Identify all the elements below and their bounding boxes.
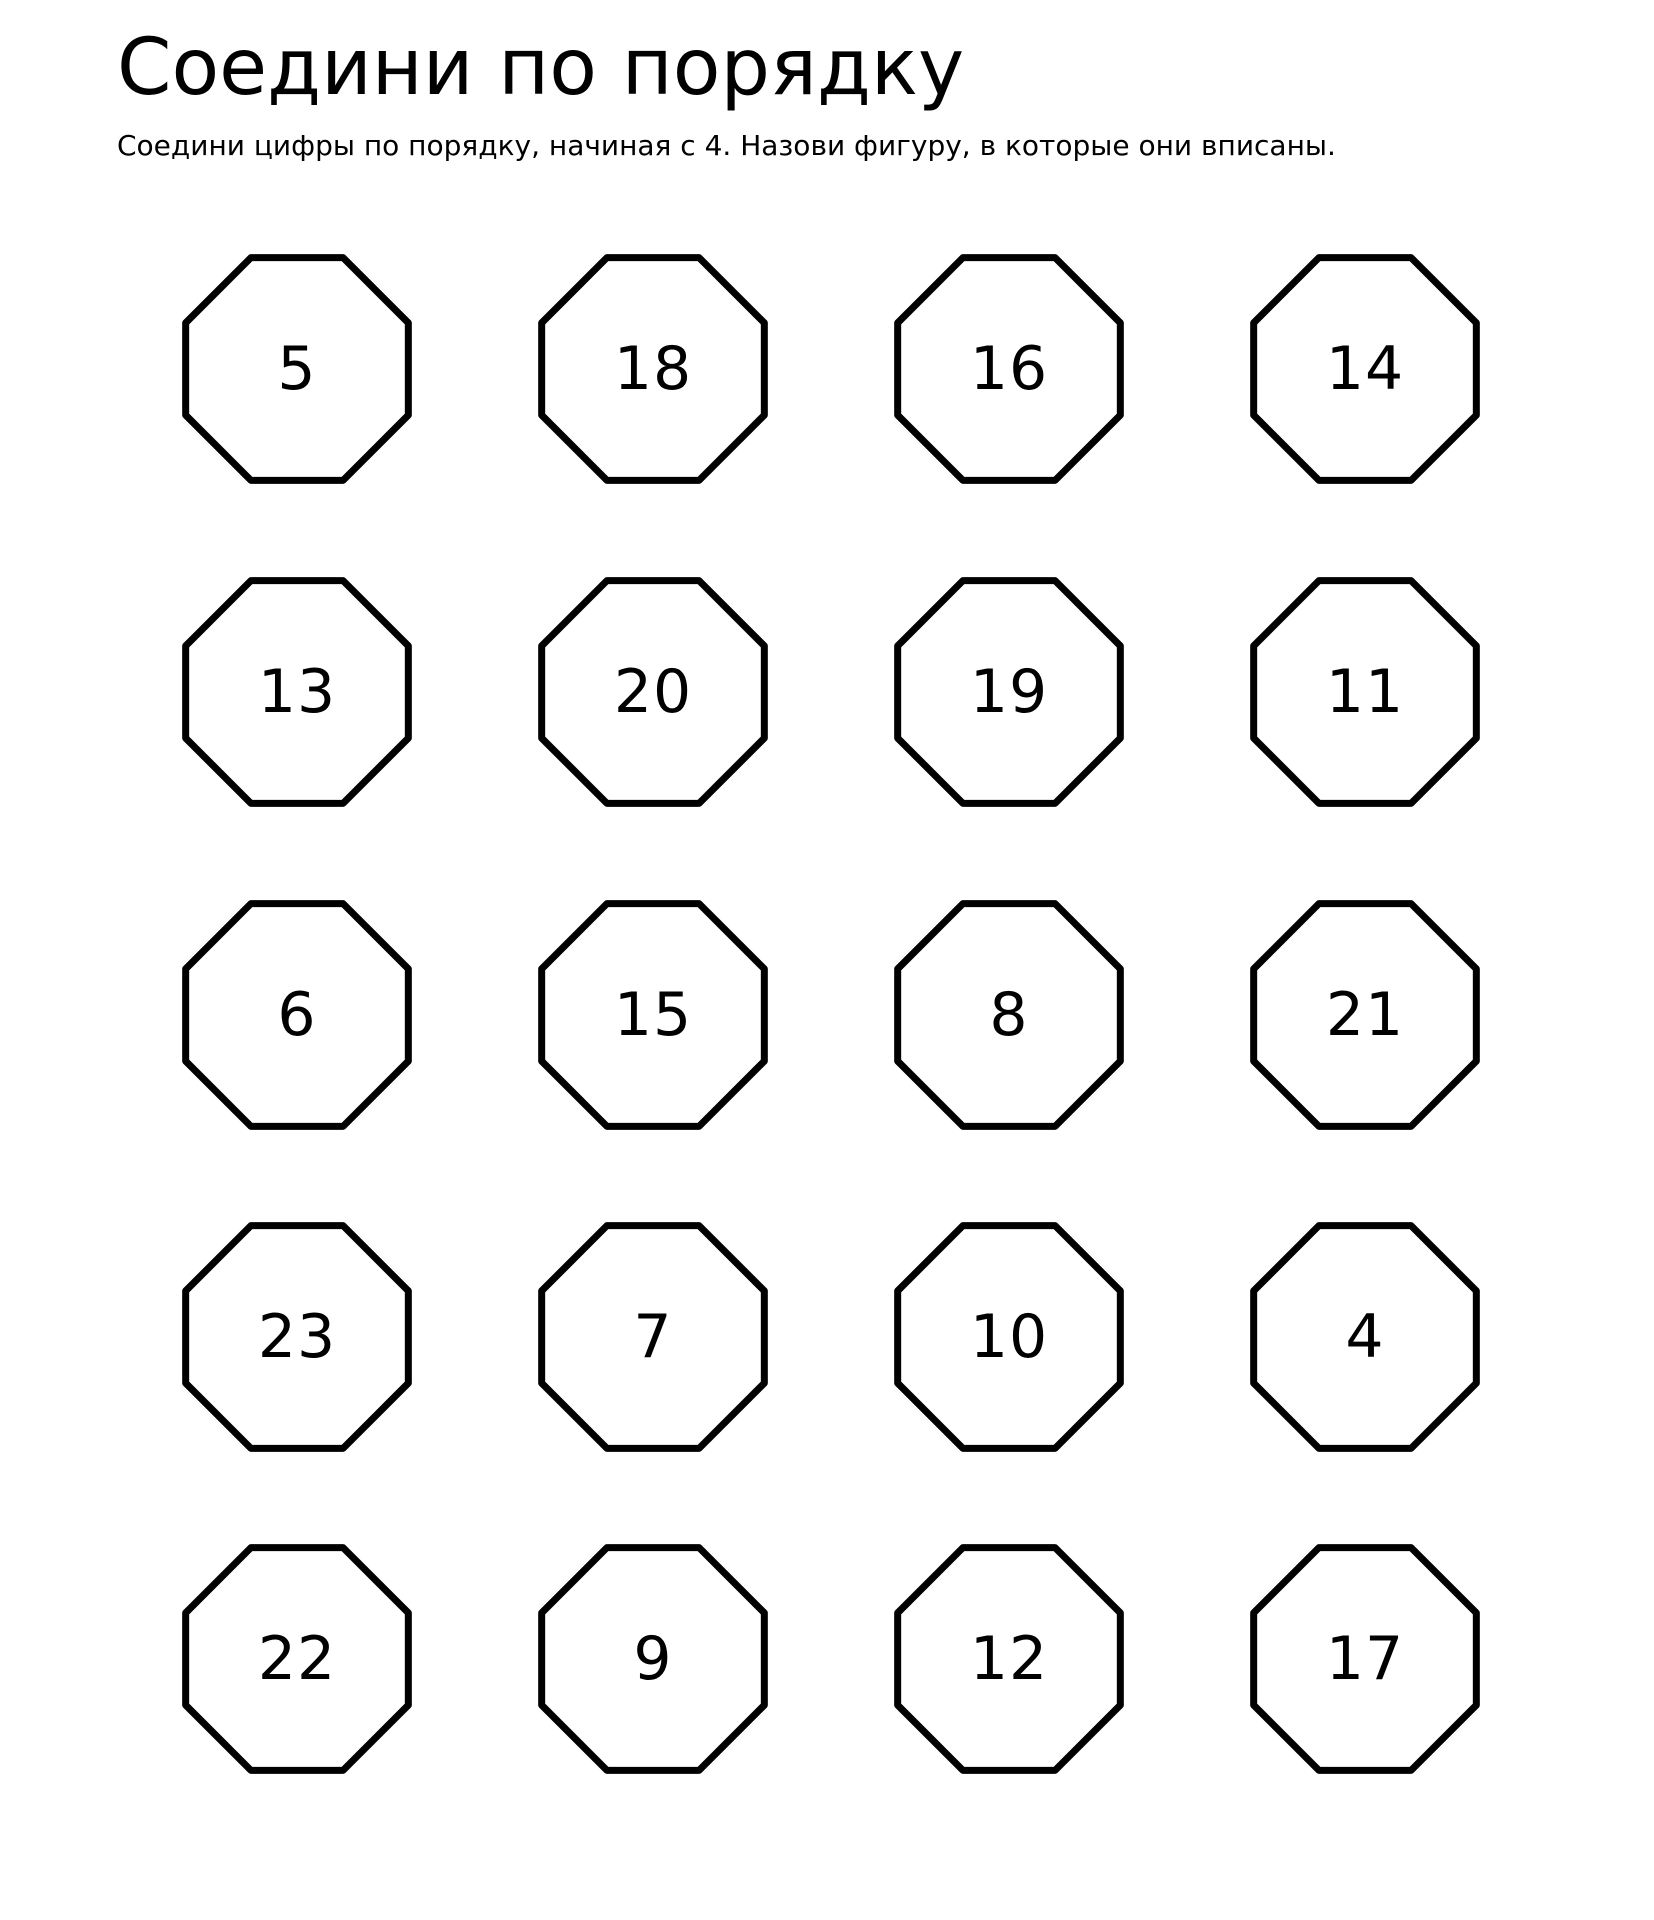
- octagon-number: 19: [969, 657, 1049, 727]
- octagon-cell: [885, 1535, 1133, 1783]
- octagon-cell: [529, 245, 777, 493]
- octagon-cell: [885, 245, 1133, 493]
- octagon-cell: [529, 568, 777, 816]
- octagon-number: 17: [1325, 1624, 1405, 1694]
- octagon-cell: [173, 891, 421, 1139]
- octagon-cell: [173, 245, 421, 493]
- octagon-cell: [1241, 891, 1489, 1139]
- octagon-cell: [529, 1213, 777, 1461]
- octagon-cell: [885, 891, 1133, 1139]
- octagon-number: 18: [613, 334, 693, 404]
- octagon-cell: [173, 1535, 421, 1783]
- page-title: Соедини по порядку: [117, 23, 965, 113]
- octagon-number: 22: [257, 1624, 337, 1694]
- octagon-cell: [529, 891, 777, 1139]
- instruction-text: Соедини цифры по порядку, начиная с 4. Назови фигуру, в которые они вписаны.: [117, 129, 1336, 162]
- octagon-number: 15: [613, 980, 693, 1050]
- octagon-number: 16: [969, 334, 1049, 404]
- octagon-number: 8: [989, 980, 1029, 1050]
- octagon-cell: [1241, 568, 1489, 816]
- octagon-cell: [1241, 245, 1489, 493]
- octagon-number: 5: [277, 334, 317, 404]
- octagon-cell: [173, 1213, 421, 1461]
- octagon-number: 12: [969, 1624, 1049, 1694]
- octagon-cell: [1241, 1213, 1489, 1461]
- octagon-number: 20: [613, 657, 693, 727]
- octagon-number: 9: [633, 1624, 673, 1694]
- octagon-cell: [885, 1213, 1133, 1461]
- octagon-cell: [885, 568, 1133, 816]
- octagon-number: 11: [1325, 657, 1405, 727]
- octagon-cell: [173, 568, 421, 816]
- octagon-number: 13: [257, 657, 337, 727]
- octagon-number: 6: [277, 980, 317, 1050]
- octagon-number: 23: [257, 1302, 337, 1372]
- octagon-number: 14: [1325, 334, 1405, 404]
- octagon-number: 10: [969, 1302, 1049, 1372]
- octagon-number: 4: [1345, 1302, 1385, 1372]
- octagon-number: 21: [1325, 980, 1405, 1050]
- octagon-cell: [529, 1535, 777, 1783]
- octagon-cell: [1241, 1535, 1489, 1783]
- octagon-number: 7: [633, 1302, 673, 1372]
